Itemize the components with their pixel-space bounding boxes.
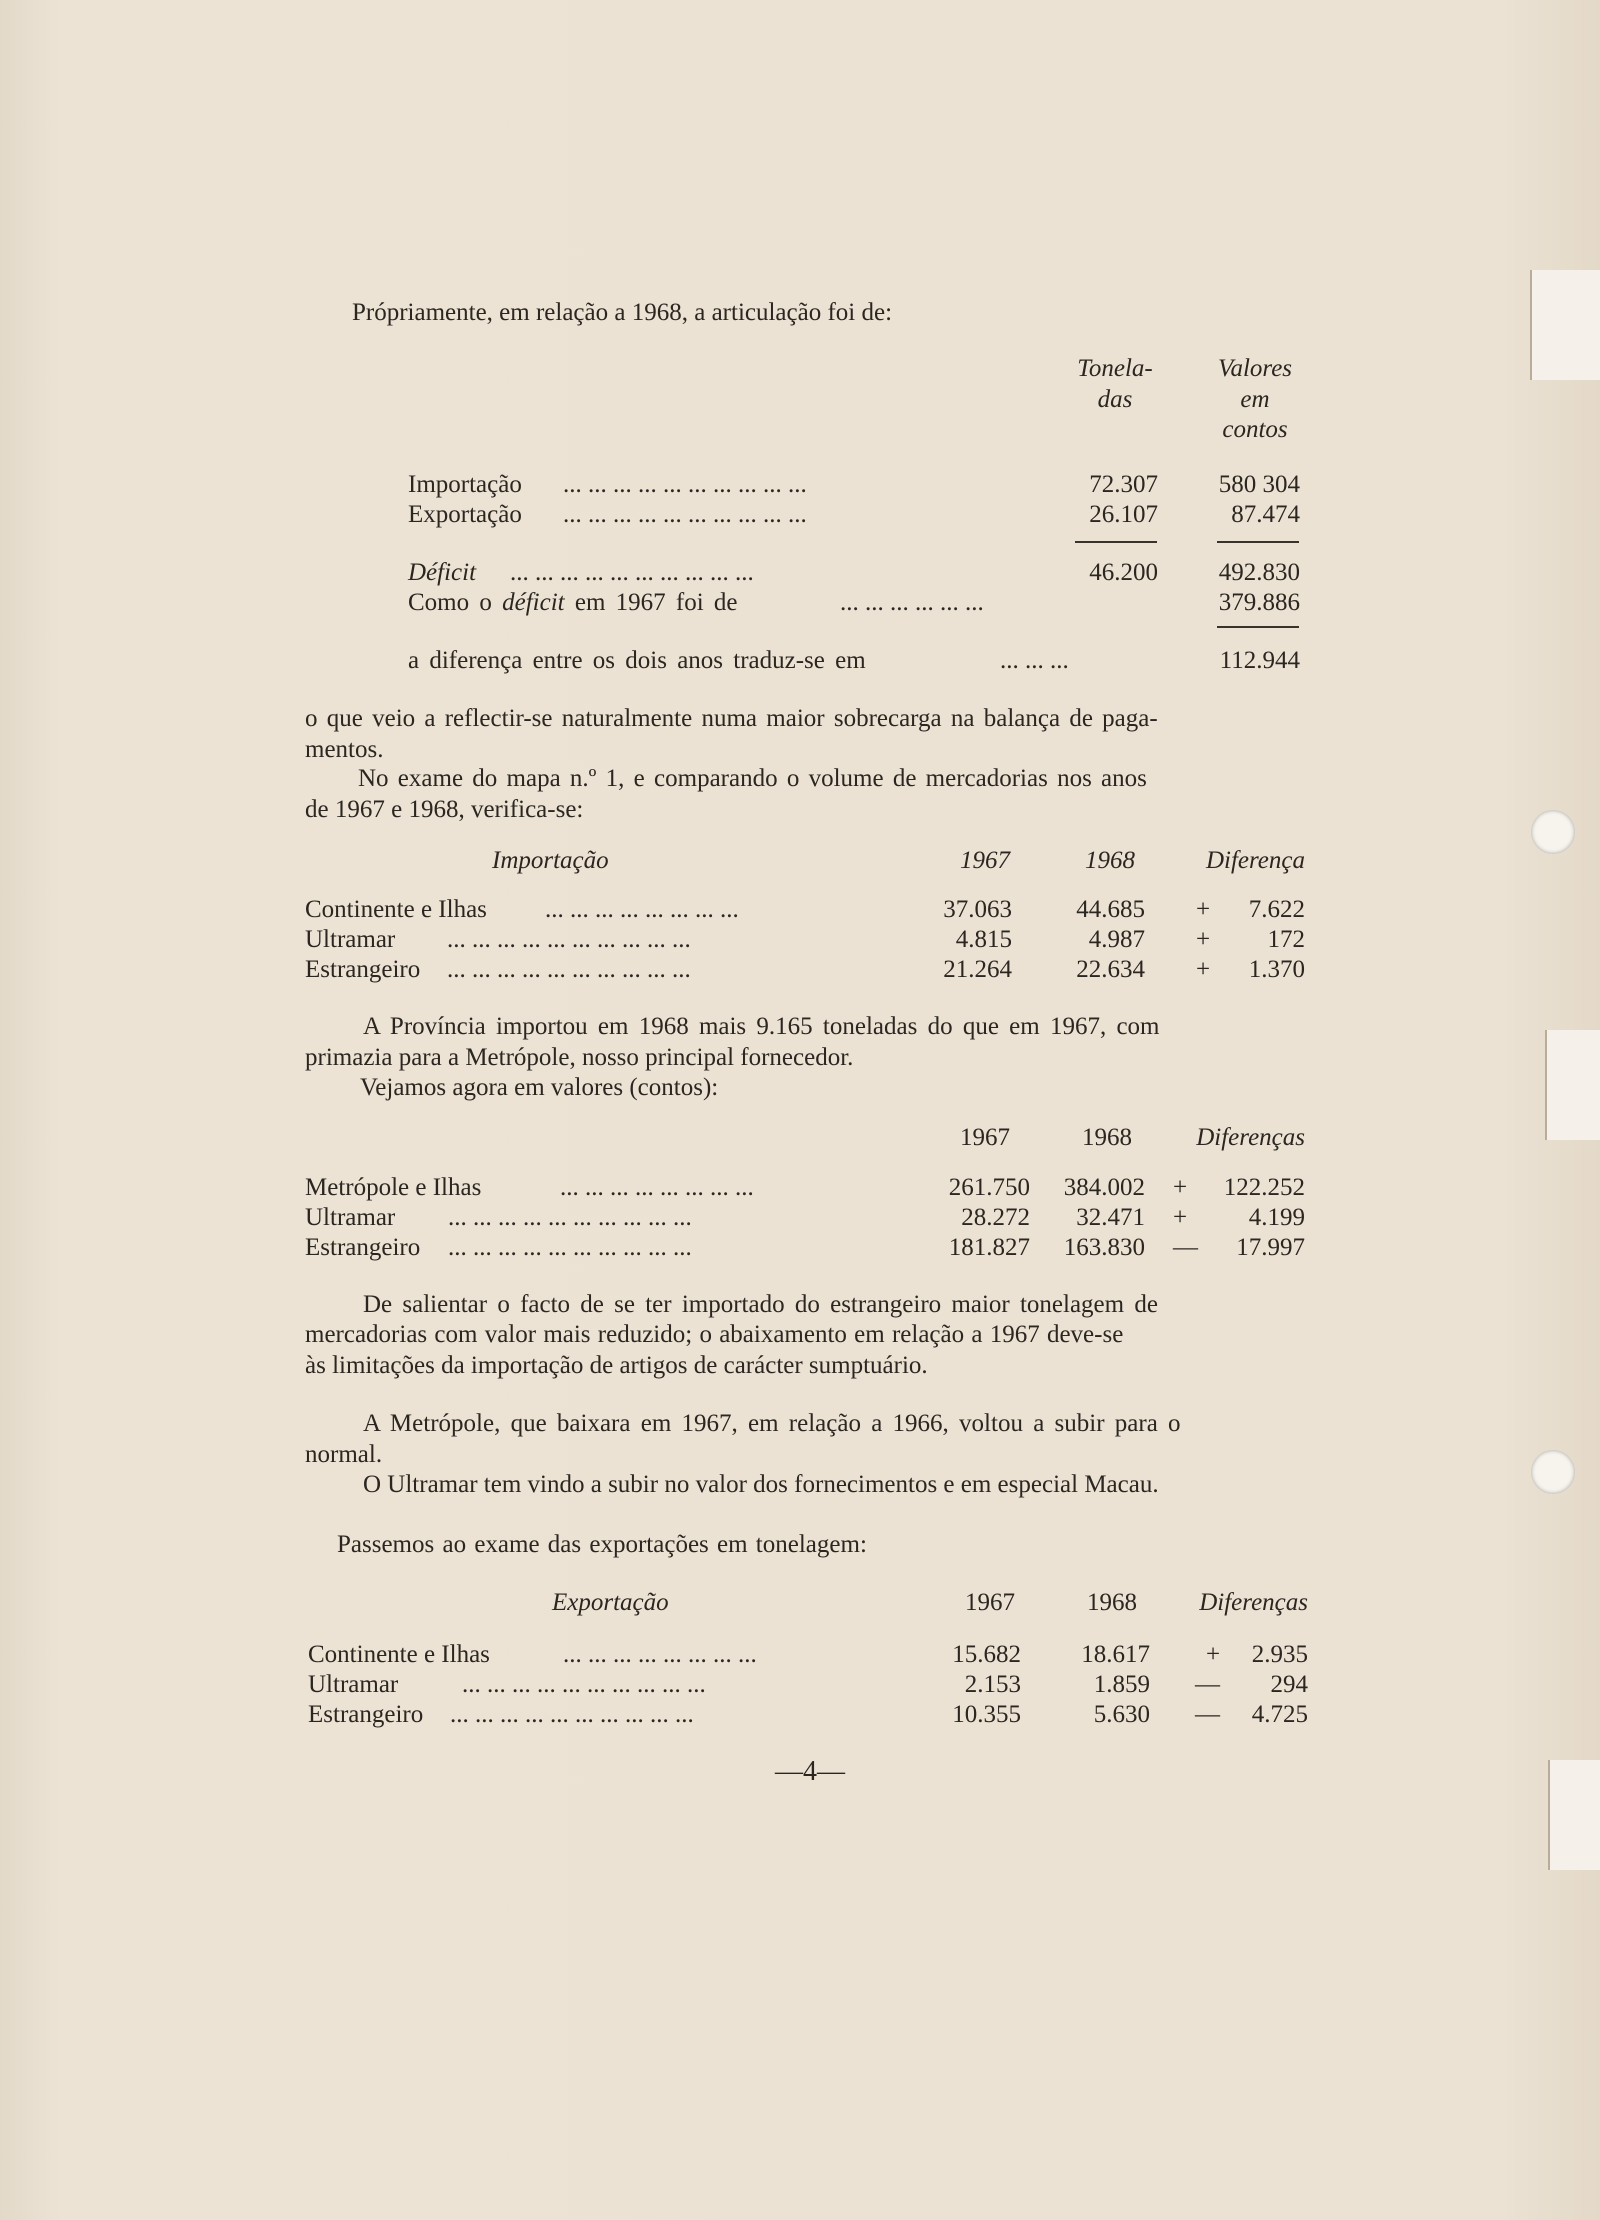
t4-row-label: Continente e Ilhas	[308, 1641, 490, 1668]
t1-row-label: Exportação	[408, 501, 522, 528]
t1-row-value2: 87.474	[1231, 501, 1300, 528]
t3-row-sign: +	[1173, 1174, 1188, 1201]
t1-sum-rule-2	[1217, 541, 1299, 543]
t4-row-1968: 5.630	[1093, 1701, 1150, 1728]
t4-row-sign: +	[1206, 1641, 1221, 1668]
t3-row-diff: 17.997	[1236, 1234, 1305, 1261]
t4-row-label: Estrangeiro	[308, 1701, 424, 1728]
t2-head-col3: Diferença	[1205, 847, 1305, 874]
p5-line3: às limitações da importação de artigos de carácter sumptuário.	[305, 1352, 928, 1379]
t1-diff-label: a diferença entre os dois anos traduz-se em	[408, 647, 866, 674]
t4-row-1968: 18.617	[1081, 1641, 1150, 1668]
t3-row-1967: 181.827	[948, 1234, 1030, 1261]
t2-row-dots: ... ... ... ... ... ... ... ... ... ...	[447, 926, 691, 953]
t2-row-diff: 7.622	[1248, 896, 1305, 923]
t2-row-sign: +	[1196, 956, 1211, 983]
t4-row-diff: 294	[1270, 1671, 1308, 1698]
punch-hole-top	[1531, 810, 1575, 854]
t3-row-dots: ... ... ... ... ... ... ... ...	[560, 1174, 754, 1201]
t2-row-1968: 44.685	[1076, 896, 1145, 923]
t1-prev-b: déficit	[502, 589, 565, 616]
p4-text: Vejamos agora em valores (contos):	[360, 1074, 719, 1101]
t4-row-sign: —	[1195, 1701, 1220, 1728]
t1-prev-a: Como o	[408, 589, 492, 616]
t1-row-dots: ... ... ... ... ... ... ... ... ... ...	[563, 501, 807, 528]
t1-row-value2: 580 304	[1218, 471, 1300, 498]
t2-row-label: Estrangeiro	[305, 956, 421, 983]
t3-row-dots: ... ... ... ... ... ... ... ... ... ...	[448, 1234, 692, 1261]
t2-row-dots: ... ... ... ... ... ... ... ... ... ...	[447, 956, 691, 983]
t4-head-col2: 1968	[1087, 1589, 1137, 1616]
t3-row-1967: 28.272	[961, 1204, 1030, 1231]
t2-head-col1: 1967	[960, 847, 1010, 874]
p5-line1: De salientar o facto de se ter importado do estrangeiro maior tonelagem de	[363, 1291, 1158, 1318]
t4-row-dots: ... ... ... ... ... ... ... ...	[563, 1641, 757, 1668]
torn-edge-middle	[1545, 1030, 1600, 1140]
t1-prev-c: em 1967 foi de	[574, 589, 738, 616]
t1-sum-rule-1	[1075, 541, 1157, 543]
t4-head-label: Exportação	[552, 1589, 669, 1616]
p5-line2: mercadorias com valor mais reduzido; o abaixamento em relação a 1967 deve-se	[305, 1321, 1124, 1348]
p3-line2: primazia para a Metrópole, nosso principal fornecedor.	[305, 1044, 854, 1071]
t1-col1-head-line1: Tonela-	[1077, 355, 1153, 382]
t2-row-1967: 37.063	[943, 896, 1012, 923]
t2-head-label: Importação	[492, 847, 609, 874]
t4-row-diff: 4.725	[1251, 1701, 1308, 1728]
t3-row-1968: 163.830	[1063, 1234, 1145, 1261]
t2-row-sign: +	[1196, 926, 1211, 953]
t2-row-label: Continente e Ilhas	[305, 896, 487, 923]
p7-text: O Ultramar tem vindo a subir no valor dos fornecimentos e em especial Macau.	[363, 1471, 1159, 1498]
t2-row-diff: 1.370	[1248, 956, 1305, 983]
t4-row-1967: 15.682	[952, 1641, 1021, 1668]
t4-row-dots: ... ... ... ... ... ... ... ... ... ...	[462, 1671, 706, 1698]
t3-row-sign: —	[1173, 1234, 1198, 1261]
p6-line1: A Metrópole, que baixara em 1967, em relação a 1966, voltou a subir para o	[363, 1410, 1181, 1437]
t4-row-sign: —	[1195, 1671, 1220, 1698]
t3-row-label: Estrangeiro	[305, 1234, 421, 1261]
t4-head-col1: 1967	[965, 1589, 1015, 1616]
torn-edge-top	[1530, 270, 1600, 380]
t4-row-1968: 1.859	[1093, 1671, 1150, 1698]
page-number: —4—	[775, 1756, 845, 1787]
t1-diff-rule	[1217, 626, 1299, 628]
intro-text: Própriamente, em relação a 1968, a articulação foi de:	[352, 299, 893, 326]
t2-row-1968: 22.634	[1076, 956, 1145, 983]
t1-prev-line	[408, 590, 738, 615]
t2-row-1968: 4.987	[1088, 926, 1145, 953]
punch-hole-bottom	[1531, 1450, 1575, 1494]
t3-row-dots: ... ... ... ... ... ... ... ... ... ...	[448, 1204, 692, 1231]
t1-row-value1: 26.107	[1089, 501, 1158, 528]
t3-head-col1: 1967	[960, 1124, 1010, 1151]
t4-row-1967: 10.355	[952, 1701, 1021, 1728]
t1-deficit-dots: ... ... ... ... ... ... ... ... ... ...	[510, 559, 754, 586]
t3-row-diff: 4.199	[1248, 1204, 1305, 1231]
t4-head-col3: Diferenças	[1199, 1589, 1308, 1616]
t4-row-1967: 2.153	[964, 1671, 1021, 1698]
t4-row-label: Ultramar	[308, 1671, 399, 1698]
torn-edge-bottom	[1548, 1760, 1600, 1870]
t2-row-diff: 172	[1267, 926, 1305, 953]
t1-deficit-value1: 46.200	[1089, 559, 1158, 586]
t4-row-dots: ... ... ... ... ... ... ... ... ... ...	[450, 1701, 694, 1728]
t4-row-diff: 2.935	[1251, 1641, 1308, 1668]
t3-row-1968: 384.002	[1063, 1174, 1145, 1201]
t2-row-label: Ultramar	[305, 926, 396, 953]
p1-line2: mentos.	[305, 736, 384, 763]
t1-prev-dots: ... ... ... ... ... ...	[840, 589, 984, 616]
t1-deficit-value2: 492.830	[1218, 559, 1300, 586]
p6-line2: normal.	[305, 1441, 383, 1468]
t1-row-value1: 72.307	[1089, 471, 1158, 498]
t2-row-sign: +	[1196, 896, 1211, 923]
t1-row-dots: ... ... ... ... ... ... ... ... ... ...	[563, 471, 807, 498]
t3-head-col2: 1968	[1082, 1124, 1132, 1151]
t2-row-dots: ... ... ... ... ... ... ... ...	[545, 896, 739, 923]
t1-diff-value2: 112.944	[1219, 647, 1300, 674]
t3-row-diff: 122.252	[1223, 1174, 1305, 1201]
t1-row-label: Importação	[408, 471, 522, 498]
p2-line1: No exame do mapa n.º 1, e comparando o volume de mercadorias nos anos	[358, 765, 1147, 792]
t1-diff-dots: ... ... ...	[1000, 647, 1069, 674]
t1-col2-head-line2: em	[1240, 386, 1270, 413]
t3-row-1968: 32.471	[1076, 1204, 1145, 1231]
t1-col2-head-line3: contos	[1222, 416, 1288, 443]
t2-row-1967: 4.815	[955, 926, 1012, 953]
t3-row-label: Metrópole e Ilhas	[305, 1174, 482, 1201]
t3-row-label: Ultramar	[305, 1204, 396, 1231]
p3-line1: A Província importou em 1968 mais 9.165 toneladas do que em 1967, com	[363, 1013, 1160, 1040]
t1-col1-head-line2: das	[1097, 386, 1133, 413]
t1-col2-head-line1: Valores	[1217, 355, 1293, 382]
t1-prev-value2: 379.886	[1218, 589, 1300, 616]
p8-text: Passemos ao exame das exportações em tonelagem:	[337, 1531, 867, 1558]
t3-head-col3: Diferenças	[1196, 1124, 1305, 1151]
t2-row-1967: 21.264	[943, 956, 1012, 983]
t2-head-col2: 1968	[1085, 847, 1135, 874]
t3-row-1967: 261.750	[948, 1174, 1030, 1201]
t3-row-sign: +	[1173, 1204, 1188, 1231]
p1-line1: o que veio a reflectir-se naturalmente numa maior sobrecarga na balança de paga-	[305, 705, 1158, 732]
p2-line2: de 1967 e 1968, verifica-se:	[305, 796, 584, 823]
t1-deficit-label: Déficit	[408, 559, 477, 586]
